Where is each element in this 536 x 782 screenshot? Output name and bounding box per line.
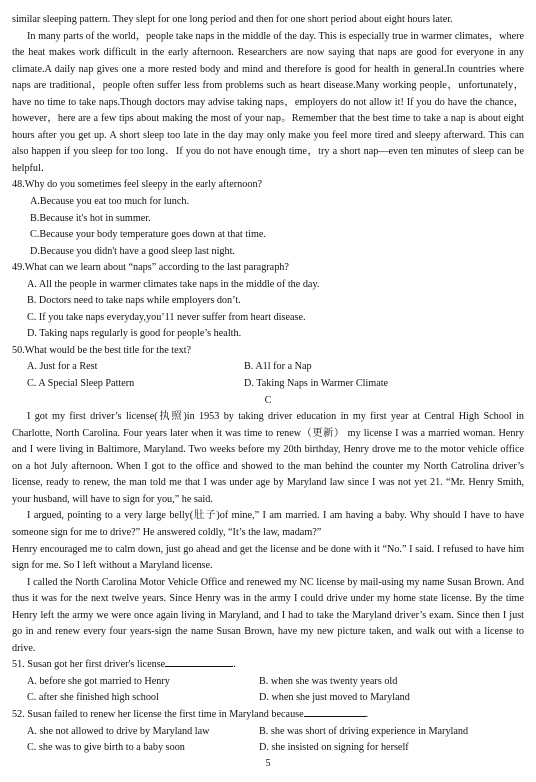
question-stem: 51. Susan got her first driver's license <box>12 659 166 671</box>
options-row <box>12 690 524 707</box>
answer-blank <box>165 657 233 667</box>
passage-paragraph: I called the North Carolina Motor Vehicle Office and renewed my NC license by mail-using my name Susan Brown. And thus it was for the next twelve years. Since Henry was in the army I could drive under my home state license. By the time Henry left the army we were once again living in Maryland, and I had to take the Maryland driver’s exam. Since then I just go in and renew every four years-sign the name Susan Brown, have my new picture taken, and walk out with a license to drive. <box>12 576 524 654</box>
question-stem-line <box>12 657 524 674</box>
stem-end: . <box>233 659 236 671</box>
option-b: B. she was short of driving experience in Maryland <box>259 725 469 737</box>
options-row <box>12 376 524 393</box>
option-b: B.Because it's hot in summer. <box>30 212 151 224</box>
question-stem: 52. Susan failed to renew her license the first time in Maryland because <box>12 708 304 720</box>
option-d: D. Taking naps regularly is good for people’s health. <box>27 328 242 340</box>
options-row <box>12 674 524 691</box>
question-stem: 48.Why do you sometimes feel sleepy in the early afternoon? <box>12 179 263 191</box>
option-a: A.Because you eat too much for lunch. <box>30 196 189 208</box>
option-d: D.Because you didn't have a good sleep last night. <box>30 245 235 257</box>
question-50 <box>12 343 524 393</box>
document-page <box>12 12 524 757</box>
passage-continuation: similar sleeping pattern. They slept for one long period and then for one short period about eight hours later. <box>12 14 453 25</box>
passage-paragraph: I argued, pointing to a very large belly(肚子)of mine,” I am married. I am having a baby. Why should I have to have someone sign for me to drive?” He answered coldly, “It’s the law, madam?” <box>12 510 524 538</box>
option-b: B. when she was twenty years old <box>259 675 398 687</box>
options-row <box>12 740 524 757</box>
question-52 <box>12 707 524 757</box>
option-a: A. she not allowed to drive by Maryland law <box>27 725 210 737</box>
option-d: D. when she just moved to Maryland <box>259 692 410 704</box>
stem-end: . <box>365 708 369 720</box>
passage-paragraph: In many parts of the world，people take naps in the middle of the day. This is especially true in warmer climates，where the heat makes work difficult in the early afternoon. Researchers are now saying that naps are good for everyone in any climate.A daily nap gives one a more rested body and mind and therefore is good for health in general.In countries where naps are traditional，people often suffer less from problems such as heart disease.Many working people，unfortunately，have no time to take naps.Though doctors may advise taking naps，employers do not allow it! If you do have the chance，however，here are a few tips about making the most of your nap。Remember that the best time to take a nap is about eight hours after you get up. A short sleep too late in the day may only make you feel more tired and sleepy afterward. This can also happen if you sleep for too long．If you do not have enough time，try a short nap—even ten minutes of sleep can be helpful． <box>12 30 524 174</box>
option-a: A. Just for a Rest <box>27 361 98 373</box>
option-c: C. A Special Sleep Pattern <box>27 378 135 390</box>
option-d: D. she insisted on signing for herself <box>259 742 409 754</box>
option-a: A. before she got married to Henry <box>27 675 170 687</box>
option-c: C. after she finished high school <box>27 692 159 704</box>
question-48 <box>12 177 524 260</box>
passage-paragraph: I got my first driver’s license(执照)in 1953 by taking driver education in my first year at Central High School in Charlotte, North Carolina. Four years later when it was time to renew（更新） my license I was a married woman. Henry and I were living in Baltimore, Maryland. Two weeks before my 20th birthday, Henry drove me to the motor vehicle office on a hot July afternoon. When I got to the office and showed to the man behind the counter my North Catrolina driver’s license, ready to renew, the man told me that I was under age by Maryland law since I was not yet 21. “Mr. Henry Smith, your husband, will have to sign for you,” he said. <box>12 411 524 505</box>
options-row <box>12 359 524 376</box>
option-c: C. If you take naps everyday,you’11 never suffer from heart disease. <box>27 311 306 323</box>
question-49 <box>12 260 524 343</box>
question-stem-line <box>12 707 524 724</box>
option-c: C.Because your body temperature goes down at that time. <box>30 229 266 241</box>
option-b: B. A1l for a Nap <box>244 361 312 373</box>
question-stem: 50.What would be the best title for the text? <box>12 344 192 356</box>
section-heading: C <box>264 394 272 406</box>
page-number: 5 <box>265 758 271 769</box>
options-row <box>12 724 524 741</box>
option-c: C. she was to give birth to a baby soon <box>27 742 185 754</box>
question-stem: 49.What can we learn about “naps” according to the last paragraph? <box>12 262 289 274</box>
option-a: A. All the people in warmer climates take naps in the middle of the day. <box>27 278 320 290</box>
answer-blank <box>304 707 366 717</box>
option-d: D. Taking Naps in Warmer Climate <box>244 378 389 390</box>
question-51 <box>12 657 524 707</box>
option-b: B. Doctors need to take naps while employers don’t. <box>27 295 241 307</box>
passage-paragraph: Henry encouraged me to calm down, just go ahead and get the license and be done with it “No.” I said. I refused to have him sign for me. So I left without a Maryland license. <box>12 543 524 572</box>
